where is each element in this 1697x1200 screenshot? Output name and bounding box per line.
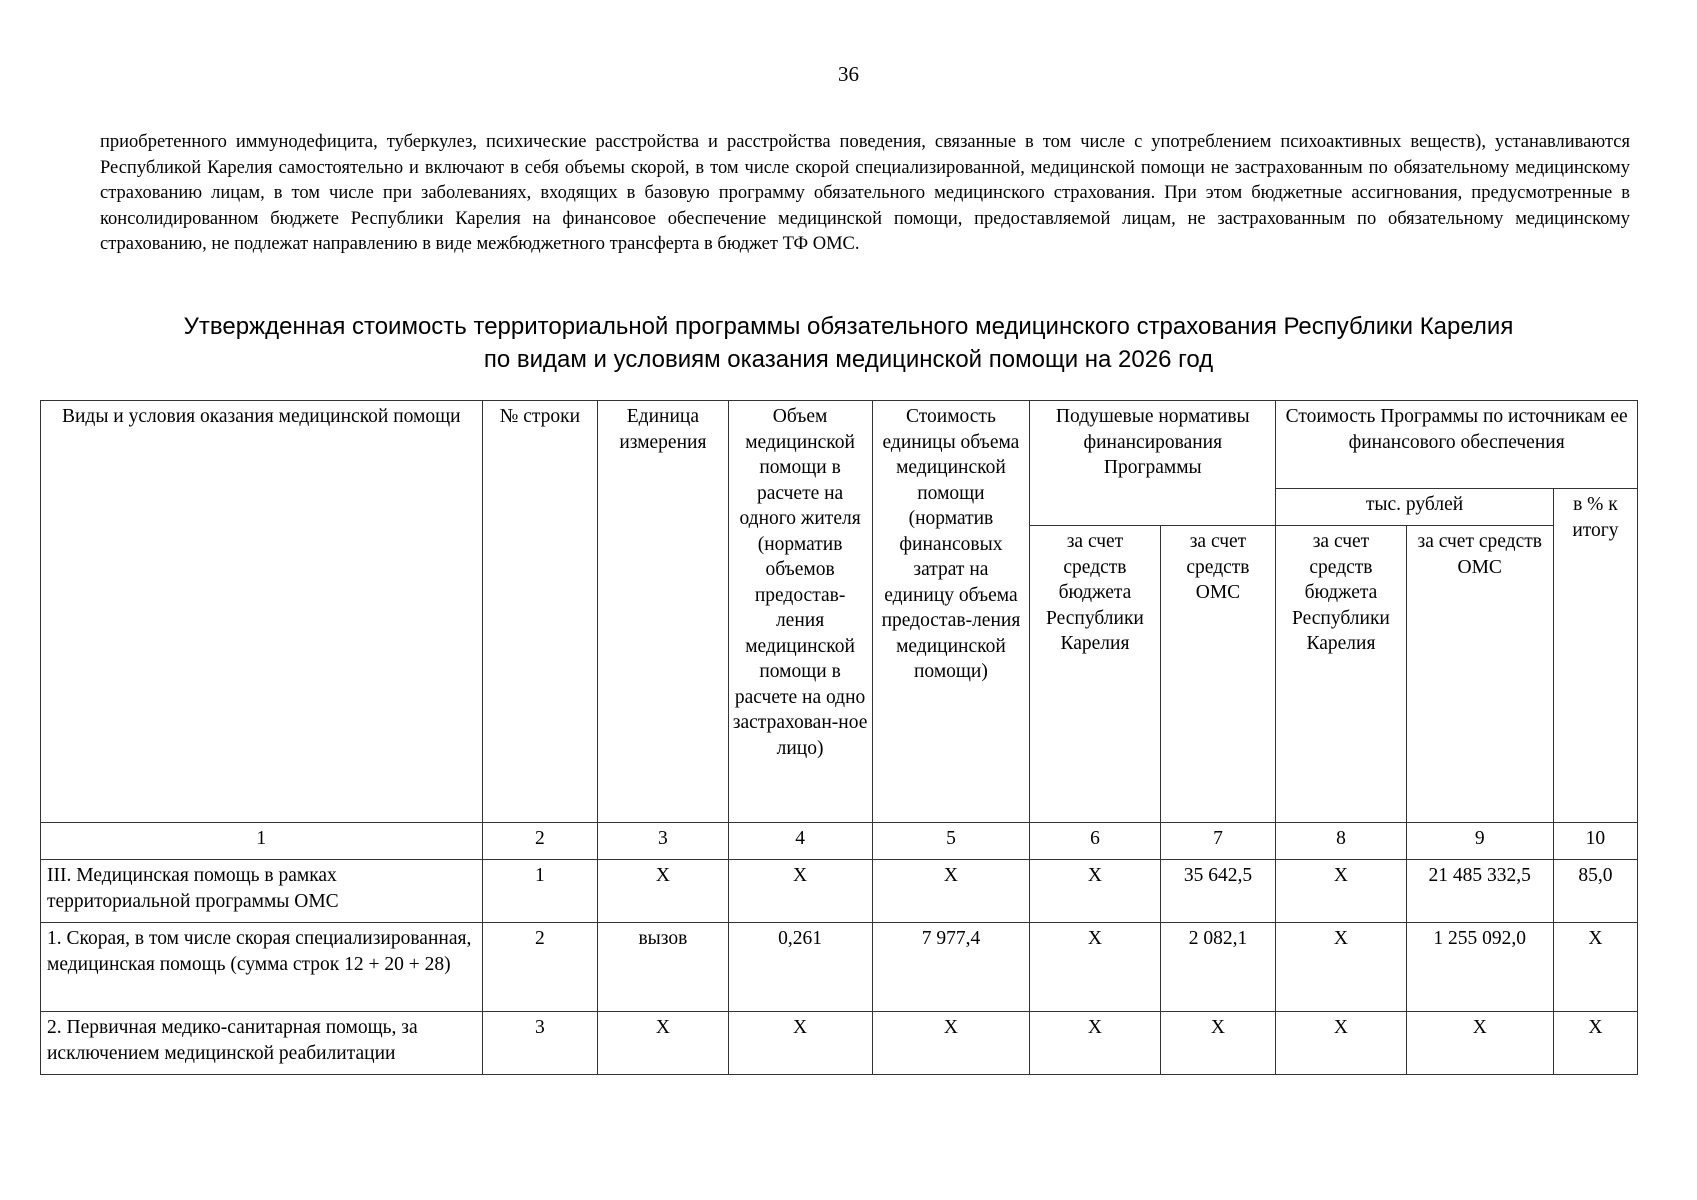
column-number: 4 <box>728 823 872 860</box>
header-unit: Единица измерения <box>598 401 728 823</box>
row-number: 3 <box>482 1012 598 1075</box>
row-percent: 85,0 <box>1553 860 1637 923</box>
row-normative-oms: 35 642,5 <box>1160 860 1276 923</box>
row-unit-cost: X <box>872 860 1030 923</box>
row-volume: X <box>728 1012 872 1075</box>
row-percent: X <box>1553 923 1637 1012</box>
row-cost-oms: 21 485 332,5 <box>1406 860 1553 923</box>
cost-table <box>40 400 1638 1075</box>
table-row <box>41 860 1638 923</box>
header-program-cost: Стоимость Программы по источникам ее финансового обеспечения <box>1276 401 1638 489</box>
header-cost-oms: за счет средств ОМС <box>1406 526 1553 823</box>
header-cost-budget: за счет средств бюджета Республики Карелия <box>1276 526 1406 823</box>
row-percent: X <box>1553 1012 1637 1075</box>
row-number: 1 <box>482 860 598 923</box>
row-normative-budget: X <box>1030 1012 1160 1075</box>
header-row-number: № строки <box>482 401 598 823</box>
row-number: 2 <box>482 923 598 1012</box>
header-normative-oms: за счет средств ОМС <box>1160 526 1276 823</box>
row-normative-budget: X <box>1030 923 1160 1012</box>
column-number: 1 <box>41 823 483 860</box>
row-unit: X <box>598 860 728 923</box>
header-thousand-rubles: тыс. рублей <box>1276 489 1554 526</box>
row-normative-oms: X <box>1160 1012 1276 1075</box>
row-volume: 0,261 <box>728 923 872 1012</box>
row-volume: X <box>728 860 872 923</box>
table-title <box>0 310 1697 376</box>
column-number-row <box>41 823 1638 860</box>
table-title-line-2: по видам и условиям оказания медицинской помощи на 2026 год <box>483 346 1214 373</box>
column-number: 9 <box>1406 823 1553 860</box>
table-row <box>41 923 1638 1012</box>
header-types-of-care: Виды и условия оказания медицинской помощи <box>41 401 483 823</box>
header-normative-budget: за счет средств бюджета Республики Карелия <box>1030 526 1160 823</box>
row-description: 2. Первичная медико-санитарная помощь, за исключением медицинской реабилитации <box>41 1012 483 1075</box>
table-title-line-1: Утвержденная стоимость территориальной программы обязательного медицинского страхования Республики Карелия <box>183 313 1514 340</box>
row-unit-cost: 7 977,4 <box>872 923 1030 1012</box>
row-normative-oms: 2 082,1 <box>1160 923 1276 1012</box>
column-number: 6 <box>1030 823 1160 860</box>
row-unit-cost: X <box>872 1012 1030 1075</box>
row-normative-budget: X <box>1030 860 1160 923</box>
header-per-capita-normatives: Подушевые нормативы финансирования Программы <box>1030 401 1276 526</box>
column-number: 7 <box>1160 823 1276 860</box>
intro-paragraph: приобретенного иммунодефицита, туберкулез, психические расстройства и расстройства поведения, связанные в том числе с употреблением психоактивных веществ), устанавливаются Республикой Карелия самостоятельно и включают в себя объемы скорой, в том числе скорой специализированной, медицинской помощи не застрахованным по обязательному медицинскому страхованию лицам, в том числе при заболеваниях, входящих в базовую программу обязательного медицинского страхования. При этом бюджетные ассигнования, предусмотренные в консолидированном бюджете Республики Карелия на финансовое обеспечение медицинской помощи, предоставляемой лицам, не застрахованным по обязательному медицинскому страхованию, не подлежат направлению в виде межбюджетного трансферта в бюджет ТФ ОМС. <box>100 132 1630 254</box>
row-description: 1. Скорая, в том числе скорая специализированная, медицинская помощь (сумма строк 12 + 20 + 28) <box>41 923 483 1012</box>
column-number: 3 <box>598 823 728 860</box>
row-description: III. Медицинская помощь в рамках территориальной программы ОМС <box>41 860 483 923</box>
column-number: 2 <box>482 823 598 860</box>
row-cost-oms: 1 255 092,0 <box>1406 923 1553 1012</box>
header-percent-of-total: в % к итогу <box>1553 489 1637 823</box>
row-unit: вызов <box>598 923 728 1012</box>
row-unit: X <box>598 1012 728 1075</box>
table-row <box>41 1012 1638 1075</box>
column-number: 5 <box>872 823 1030 860</box>
header-volume: Объем медицинской помощи в расчете на одного жителя (норматив объемов предостав-ления медицинской помощи в расчете на одно застрахован-ное лицо) <box>728 401 872 823</box>
column-number: 10 <box>1553 823 1637 860</box>
row-cost-budget: X <box>1276 1012 1406 1075</box>
header-unit-cost: Стоимость единицы объема медицинской помощи (норматив финансовых затрат на единицу объема предостав-ления медицинской помощи) <box>872 401 1030 823</box>
row-cost-oms: X <box>1406 1012 1553 1075</box>
column-number: 8 <box>1276 823 1406 860</box>
row-cost-budget: X <box>1276 860 1406 923</box>
row-cost-budget: X <box>1276 923 1406 1012</box>
page-number: 36 <box>838 62 859 86</box>
